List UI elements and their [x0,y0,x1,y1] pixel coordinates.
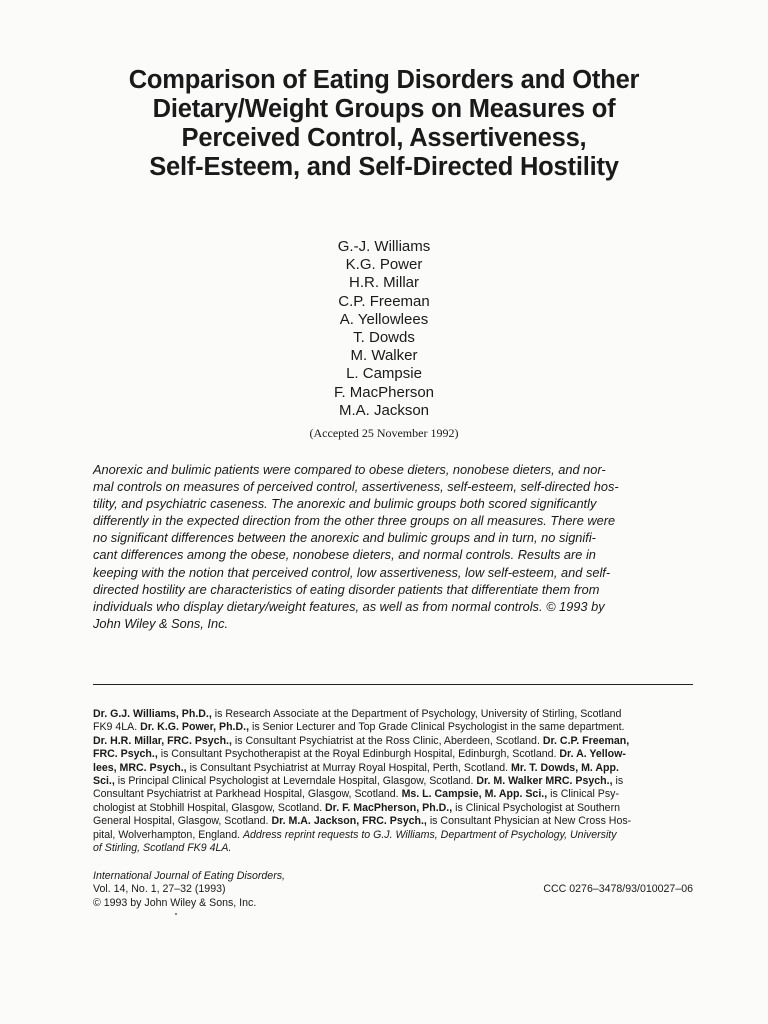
affiliation-line [93,802,693,815]
affiliation-line [93,775,693,788]
abstract-line: keeping with the notion that perceived control, low assertiveness, low self-esteem, and self- [93,564,611,580]
author-credential: Ms. L. Campsie, M. App. Sci., [401,788,548,801]
page-footer [93,870,693,910]
copyright-notice: © 1993 by John Wiley & Sons, Inc. [93,896,257,909]
affiliation-text: is Consultant Psychotherapist at the Royal Edinburgh Hospital, Edinburgh, Scotland. [157,748,560,761]
title-line: Self-Esteem, and Self-Directed Hostility [149,153,619,181]
reprint-request: of Stirling, Scotland FK9 4LA. [93,842,232,855]
author-credential: Sci., [93,775,115,788]
author-credential: Mr. T. Dowds, M. App. [511,761,619,774]
author-name: H.R. Millar [349,274,419,292]
affiliation-text: is Senior Lecturer and Top Grade Clinical Psychologist in the same department. [249,721,625,734]
abstract [93,461,693,632]
ccc-code: CCC 0276–3478/93/010027–06 [543,883,693,896]
author-credential: FRC. Psych., [93,748,158,761]
affiliation-line [93,735,693,748]
journal-volume: Vol. 14, No. 1, 27–32 (1993) [93,883,226,896]
abstract-line: tility, and psychiatric caseness. The anorexic and bulimic groups both scored significantly [93,496,597,512]
affiliation-line [93,815,693,828]
abstract-line: Anorexic and bulimic patients were compared to obese dieters, nonobese dieters, and nor- [93,462,606,477]
author-credential: Dr. F. MacPherson, Ph.D., [325,801,453,814]
section-divider [93,684,693,685]
affiliation-text: pital, Wolverhampton, England. [93,828,243,841]
title-line: Perceived Control, Assertiveness, [181,124,587,152]
affiliation-line [93,762,693,775]
author-name: M. Walker [350,347,418,365]
affiliation-line [93,721,693,734]
abstract-line: individuals who display dietary/weight features, as well as from normal controls. © 1993 by [93,598,605,614]
abstract-line: mal controls on measures of perceived control, assertiveness, self-esteem, self-directed hos- [93,479,619,495]
article-title [90,66,678,182]
affiliation-line [93,788,693,801]
author-credential: lees, MRC. Psych., [93,761,187,774]
affiliation-text: FK9 4LA. [93,721,141,734]
author-name: M.A. Jackson [338,401,430,419]
affiliation-text: is Principal Clinical Psychologist at Leverndale Hospital, Glasgow, Scotland. [114,775,477,788]
abstract-line: John Wiley & Sons, Inc. [93,615,229,631]
affiliation-text: is Clinical Psy- [547,788,619,801]
author-credential: Dr. K.G. Power, Ph.D., [140,721,250,734]
affiliation-line [93,748,693,761]
title-line: Dietary/Weight Groups on Measures of [152,95,616,123]
author-name: K.G. Power [345,256,423,274]
author-credential: Dr. H.R. Millar, FRC. Psych., [93,734,232,747]
reprint-request: Address reprint requests to G.J. Williams, Department of Psychology, University [242,828,617,841]
scan-speck [175,913,177,915]
affiliation-line [93,842,693,855]
author-affiliations [93,708,693,855]
author-list [234,238,534,420]
author-credential: Dr. A. Yellow- [559,748,626,761]
affiliation-line [93,829,693,842]
journal-name: International Journal of Eating Disorders, [93,870,285,882]
author-name: L. Campsie [346,365,422,383]
author-credential: Dr. M.A. Jackson, FRC. Psych., [271,815,427,828]
affiliation-text: Consultant Psychiatrist at Parkhead Hospital, Glasgow, Scotland. [93,788,402,801]
abstract-line: directed hostility are characteristics of eating disorder patients that differentiate them from [93,581,600,597]
affiliation-line [93,708,693,721]
accepted-date: (Accepted 25 November 1992) [309,426,459,440]
title-line: Comparison of Eating Disorders and Other [128,66,640,94]
author-credential: Dr. C.P. Freeman, [542,734,630,747]
affiliation-text: is [612,775,624,788]
author-credential: Dr. G.J. Williams, Ph.D., [93,708,212,720]
affiliation-text: chologist at Stobhill Hospital, Glasgow, Scotland. [93,801,326,814]
affiliation-text: is Clinical Psychologist at Southern [452,801,620,814]
affiliation-text: is Research Associate at the Department of Psychology, University of Stirling, Scotland [211,708,622,720]
author-credential: Dr. M. Walker MRC. Psych., [476,775,613,788]
author-name: G.-J. Williams [337,238,431,255]
affiliation-text: is Consultant Psychiatrist at Murray Royal Hospital, Perth, Scotland. [186,761,512,774]
affiliation-text: is Consultant Psychiatrist at the Ross Clinic, Aberdeen, Scotland. [231,734,543,747]
author-name: T. Dowds [353,329,415,347]
author-name: C.P. Freeman [338,292,430,310]
abstract-line: cant differences among the obese, nonobese dieters, and normal controls. Results are in [93,547,596,563]
author-name: F. MacPherson [333,383,435,401]
affiliation-text: is Consultant Physician at New Cross Hos- [426,815,632,828]
abstract-line: differently in the expected direction from the other three groups on all measures. There were [93,513,616,529]
affiliation-text: General Hospital, Glasgow, Scotland. [93,815,272,828]
abstract-line: no significant differences between the anorexic and bulimic groups and in turn, no signifi- [93,530,596,546]
author-name: A. Yellowlees [339,310,429,328]
